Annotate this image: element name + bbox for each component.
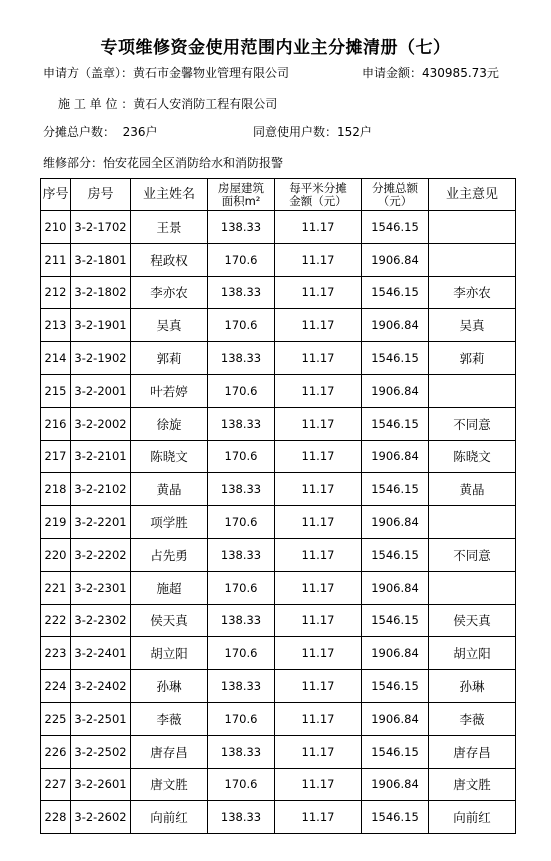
cell-total: 1546.15 (362, 604, 429, 637)
cell-area: 170.6 (208, 374, 275, 407)
table-row (41, 768, 516, 801)
header-area (208, 179, 275, 211)
cell-seq: 225 (41, 702, 71, 735)
table-row (41, 670, 516, 703)
cell-unit: 11.17 (275, 801, 362, 834)
cell-owner: 施超 (131, 571, 208, 604)
agree-households-label: 同意使用户数： (253, 125, 338, 139)
cell-seq: 212 (41, 276, 71, 309)
contractor-value: 黄石人安消防工程有限公司 (133, 97, 278, 111)
cell-unit: 11.17 (275, 276, 362, 309)
cell-room: 3-2-2201 (71, 506, 131, 539)
cell-seq: 215 (41, 374, 71, 407)
cell-owner: 李薇 (131, 702, 208, 735)
cell-total: 1906.84 (362, 637, 429, 670)
cell-unit: 11.17 (275, 309, 362, 342)
cell-owner: 侯天真 (131, 604, 208, 637)
cell-owner: 孙琳 (131, 670, 208, 703)
cell-area: 170.6 (208, 243, 275, 276)
cell-opinion: 向前红 (429, 801, 516, 834)
cell-area: 138.33 (208, 276, 275, 309)
cell-seq: 218 (41, 473, 71, 506)
header-total (362, 179, 429, 211)
table-row (41, 276, 516, 309)
cell-unit: 11.17 (275, 211, 362, 244)
cell-total: 1546.15 (362, 407, 429, 440)
cell-seq: 222 (41, 604, 71, 637)
cell-room: 3-2-1702 (71, 211, 131, 244)
cell-unit: 11.17 (275, 538, 362, 571)
cell-opinion (429, 571, 516, 604)
cell-opinion: 陈晓文 (429, 440, 516, 473)
cell-room: 3-2-2602 (71, 801, 131, 834)
cell-opinion (429, 506, 516, 539)
cell-opinion: 孙琳 (429, 670, 516, 703)
cell-unit: 11.17 (275, 735, 362, 768)
header-opinion: 业主意见 (429, 179, 516, 211)
table-row (41, 243, 516, 276)
cell-seq: 219 (41, 506, 71, 539)
cell-opinion (429, 243, 516, 276)
cell-room: 3-2-2401 (71, 637, 131, 670)
amount-label: 申请金额： (362, 66, 423, 80)
cell-owner: 项学胜 (131, 506, 208, 539)
cell-total: 1546.15 (362, 538, 429, 571)
cell-opinion: 唐文胜 (429, 768, 516, 801)
cell-opinion: 郭莉 (429, 342, 516, 375)
cell-unit: 11.17 (275, 571, 362, 604)
cell-seq: 220 (41, 538, 71, 571)
applicant-line (43, 64, 289, 81)
total-households-value: 236户 (122, 125, 158, 139)
table-row (41, 571, 516, 604)
cell-total: 1546.15 (362, 801, 429, 834)
cell-seq: 227 (41, 768, 71, 801)
cell-total: 1546.15 (362, 276, 429, 309)
table-row (41, 440, 516, 473)
table-row (41, 407, 516, 440)
cell-seq: 223 (41, 637, 71, 670)
cell-total: 1906.84 (362, 243, 429, 276)
cell-owner: 胡立阳 (131, 637, 208, 670)
cell-total: 1546.15 (362, 735, 429, 768)
cell-seq: 211 (41, 243, 71, 276)
cell-unit: 11.17 (275, 506, 362, 539)
repair-scope-label: 维修部分： (43, 156, 104, 170)
cell-seq: 217 (41, 440, 71, 473)
header-area-line2: 面积m² (221, 193, 261, 208)
cell-seq: 216 (41, 407, 71, 440)
table-row (41, 801, 516, 834)
cell-total: 1906.84 (362, 571, 429, 604)
cell-unit: 11.17 (275, 604, 362, 637)
cell-owner: 唐存昌 (131, 735, 208, 768)
cell-area: 138.33 (208, 211, 275, 244)
cell-area: 138.33 (208, 735, 275, 768)
header-unit-line2: 金额（元） (289, 193, 347, 208)
cell-total: 1906.84 (362, 768, 429, 801)
cell-owner: 占先勇 (131, 538, 208, 571)
cell-total: 1906.84 (362, 506, 429, 539)
applicant-label: 申请方（盖章）： (43, 66, 134, 80)
cell-room: 3-2-1802 (71, 276, 131, 309)
cell-room: 3-2-2101 (71, 440, 131, 473)
table-row (41, 309, 516, 342)
cell-area: 138.33 (208, 670, 275, 703)
header-room: 房号 (71, 179, 131, 211)
cell-owner: 吴真 (131, 309, 208, 342)
cell-area: 170.6 (208, 637, 275, 670)
total-households-label: 分摊总户数： (43, 125, 116, 139)
table-row (41, 538, 516, 571)
total-households-line (43, 123, 158, 140)
cell-opinion: 胡立阳 (429, 637, 516, 670)
cell-total: 1906.84 (362, 374, 429, 407)
cell-area: 138.33 (208, 473, 275, 506)
cell-opinion: 李薇 (429, 702, 516, 735)
header-unit (275, 179, 362, 211)
cell-room: 3-2-2601 (71, 768, 131, 801)
cell-unit: 11.17 (275, 768, 362, 801)
cell-opinion (429, 374, 516, 407)
cell-area: 170.6 (208, 702, 275, 735)
cell-opinion: 吴真 (429, 309, 516, 342)
cell-unit: 11.17 (275, 670, 362, 703)
table-row (41, 374, 516, 407)
contractor-label: 施 工 单 位 ： (58, 97, 134, 111)
table-header-row (41, 179, 516, 211)
cell-room: 3-2-2002 (71, 407, 131, 440)
cell-room: 3-2-1902 (71, 342, 131, 375)
table-row (41, 702, 516, 735)
cell-total: 1546.15 (362, 473, 429, 506)
cell-unit: 11.17 (275, 637, 362, 670)
cell-seq: 226 (41, 735, 71, 768)
cell-total: 1906.84 (362, 309, 429, 342)
cell-owner: 唐文胜 (131, 768, 208, 801)
cell-room: 3-2-2302 (71, 604, 131, 637)
cell-total: 1546.15 (362, 670, 429, 703)
cell-total: 1906.84 (362, 440, 429, 473)
table-row (41, 342, 516, 375)
cell-total: 1546.15 (362, 342, 429, 375)
cell-owner: 王景 (131, 211, 208, 244)
cell-opinion: 李亦农 (429, 276, 516, 309)
table-row (41, 735, 516, 768)
agree-households-line (253, 123, 372, 140)
cell-seq: 221 (41, 571, 71, 604)
amount-value: 430985.73元 (422, 66, 499, 80)
cell-area: 138.33 (208, 538, 275, 571)
cell-area: 138.33 (208, 604, 275, 637)
cell-seq: 224 (41, 670, 71, 703)
cell-unit: 11.17 (275, 407, 362, 440)
header-unit-line1: 每平米分摊 (289, 180, 347, 195)
cell-area: 138.33 (208, 801, 275, 834)
cell-room: 3-2-2202 (71, 538, 131, 571)
cell-unit: 11.17 (275, 374, 362, 407)
repair-scope-value: 怡安花园全区消防给水和消防报警 (103, 156, 284, 170)
table-row (41, 604, 516, 637)
cell-total: 1906.84 (362, 702, 429, 735)
cell-area: 170.6 (208, 571, 275, 604)
cell-seq: 213 (41, 309, 71, 342)
table-body (41, 211, 516, 834)
cell-opinion: 不同意 (429, 538, 516, 571)
cell-room: 3-2-1901 (71, 309, 131, 342)
cell-room: 3-2-2102 (71, 473, 131, 506)
cell-room: 3-2-2502 (71, 735, 131, 768)
cell-area: 138.33 (208, 407, 275, 440)
document-title: 专项维修资金使用范围内业主分摊清册（七） (100, 38, 451, 58)
header-seq: 序号 (41, 179, 71, 211)
cell-unit: 11.17 (275, 473, 362, 506)
header-area-line1: 房屋建筑 (218, 180, 264, 195)
cell-unit: 11.17 (275, 243, 362, 276)
cell-area: 170.6 (208, 768, 275, 801)
cell-seq: 210 (41, 211, 71, 244)
cell-owner: 向前红 (131, 801, 208, 834)
cell-room: 3-2-1801 (71, 243, 131, 276)
table-row (41, 473, 516, 506)
agree-households-value: 152户 (337, 125, 372, 139)
cell-opinion (429, 211, 516, 244)
cell-seq: 214 (41, 342, 71, 375)
cell-area: 170.6 (208, 440, 275, 473)
cell-seq: 228 (41, 801, 71, 834)
cell-unit: 11.17 (275, 702, 362, 735)
table-row (41, 211, 516, 244)
contractor-line (58, 95, 277, 112)
cell-owner: 黄晶 (131, 473, 208, 506)
cell-owner: 程政权 (131, 243, 208, 276)
cell-owner: 叶若婷 (131, 374, 208, 407)
allocation-table (40, 178, 516, 834)
table-row (41, 637, 516, 670)
cell-room: 3-2-2402 (71, 670, 131, 703)
cell-unit: 11.17 (275, 342, 362, 375)
cell-owner: 徐旋 (131, 407, 208, 440)
cell-unit: 11.17 (275, 440, 362, 473)
cell-room: 3-2-2501 (71, 702, 131, 735)
amount-line (362, 64, 499, 81)
cell-owner: 陈晓文 (131, 440, 208, 473)
header-total-line1: 分摊总额 (372, 180, 418, 195)
cell-owner: 李亦农 (131, 276, 208, 309)
cell-room: 3-2-2301 (71, 571, 131, 604)
table-row (41, 506, 516, 539)
cell-area: 138.33 (208, 342, 275, 375)
repair-scope-line (43, 154, 283, 171)
cell-area: 170.6 (208, 506, 275, 539)
cell-opinion: 黄晶 (429, 473, 516, 506)
cell-room: 3-2-2001 (71, 374, 131, 407)
cell-total: 1546.15 (362, 211, 429, 244)
applicant-value: 黄石市金馨物业管理有限公司 (133, 66, 290, 80)
header-owner: 业主姓名 (131, 179, 208, 211)
cell-opinion: 唐存昌 (429, 735, 516, 768)
cell-area: 170.6 (208, 309, 275, 342)
cell-opinion: 侯天真 (429, 604, 516, 637)
cell-owner: 郭莉 (131, 342, 208, 375)
cell-opinion: 不同意 (429, 407, 516, 440)
header-total-line2: （元） (377, 193, 413, 208)
